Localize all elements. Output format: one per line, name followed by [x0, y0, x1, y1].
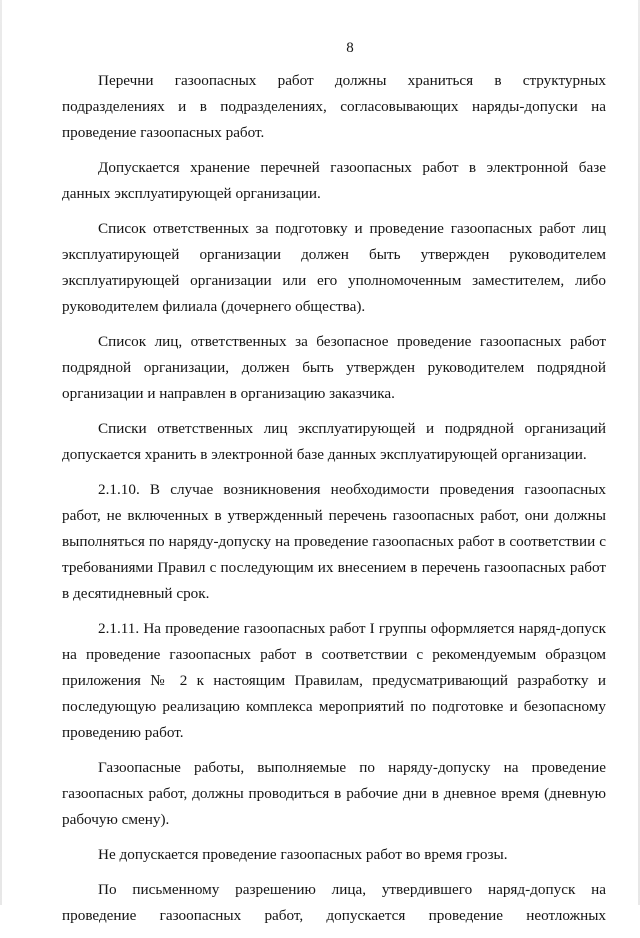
paragraph: Допускается хранение перечней газоопасных работ в электронной базе данных эксплуатирующей организации. — [62, 159, 606, 202]
body-text — [62, 68, 606, 938]
paragraph: По письменному разрешению лица, утвердившего наряд-допуск на проведение газоопасных работ, допускается проведение неотложных — [62, 881, 606, 924]
paragraph: Список лиц, ответственных за безопасное проведение газоопасных работ подрядной организации, должен быть утвержден руководителем подрядной организации и направлен в организацию заказчика. — [62, 333, 606, 402]
paragraph: Списки ответственных лиц эксплуатирующей и подрядной организаций допускается хранить в электронной базе данных эксплуатирующей организации. — [62, 420, 606, 463]
paragraph: 2.1.11. На проведение газоопасных работ I группы оформляется наряд-допуск на проведение газоопасных работ в соответствии с рекомендуемым образцом приложения № 2 к настоящим Правилам, предусматривающий разработку и последующую реализацию комплекса мероприятий по подготовке и безопасному проведению работ. — [62, 620, 606, 741]
page-number: 8 — [346, 40, 354, 56]
paragraph: Список ответственных за подготовку и проведение газоопасных работ лиц эксплуатирующей организации должен быть утвержден руководителем эксплуатирующей организации или его уполномоченным заместителем, либо руководителем филиала (дочернего общества). — [62, 220, 606, 315]
paragraph: 2.1.10. В случае возникновения необходимости проведения газоопасных работ, не включенных в утвержденный перечень газоопасных работ, они должны выполняться по наряду-допуску на проведение газоопасных работ в соответствии с требованиями Правил с последующим их внесением в перечень газоопасных работ в десятидневный срок. — [62, 481, 606, 602]
scan-edge-left — [0, 0, 2, 905]
paragraph: Газоопасные работы, выполняемые по наряду-допуску на проведение газоопасных работ, должны проводиться в рабочие дни в дневное время (дневную рабочую смену). — [62, 759, 606, 828]
paragraph: Не допускается проведение газоопасных работ во время грозы. — [98, 846, 508, 863]
paragraph: Перечни газоопасных работ должны храниться в структурных подразделениях и в подразделениях, согласовывающих наряды-допуски на проведение газоопасных работ. — [62, 72, 606, 141]
